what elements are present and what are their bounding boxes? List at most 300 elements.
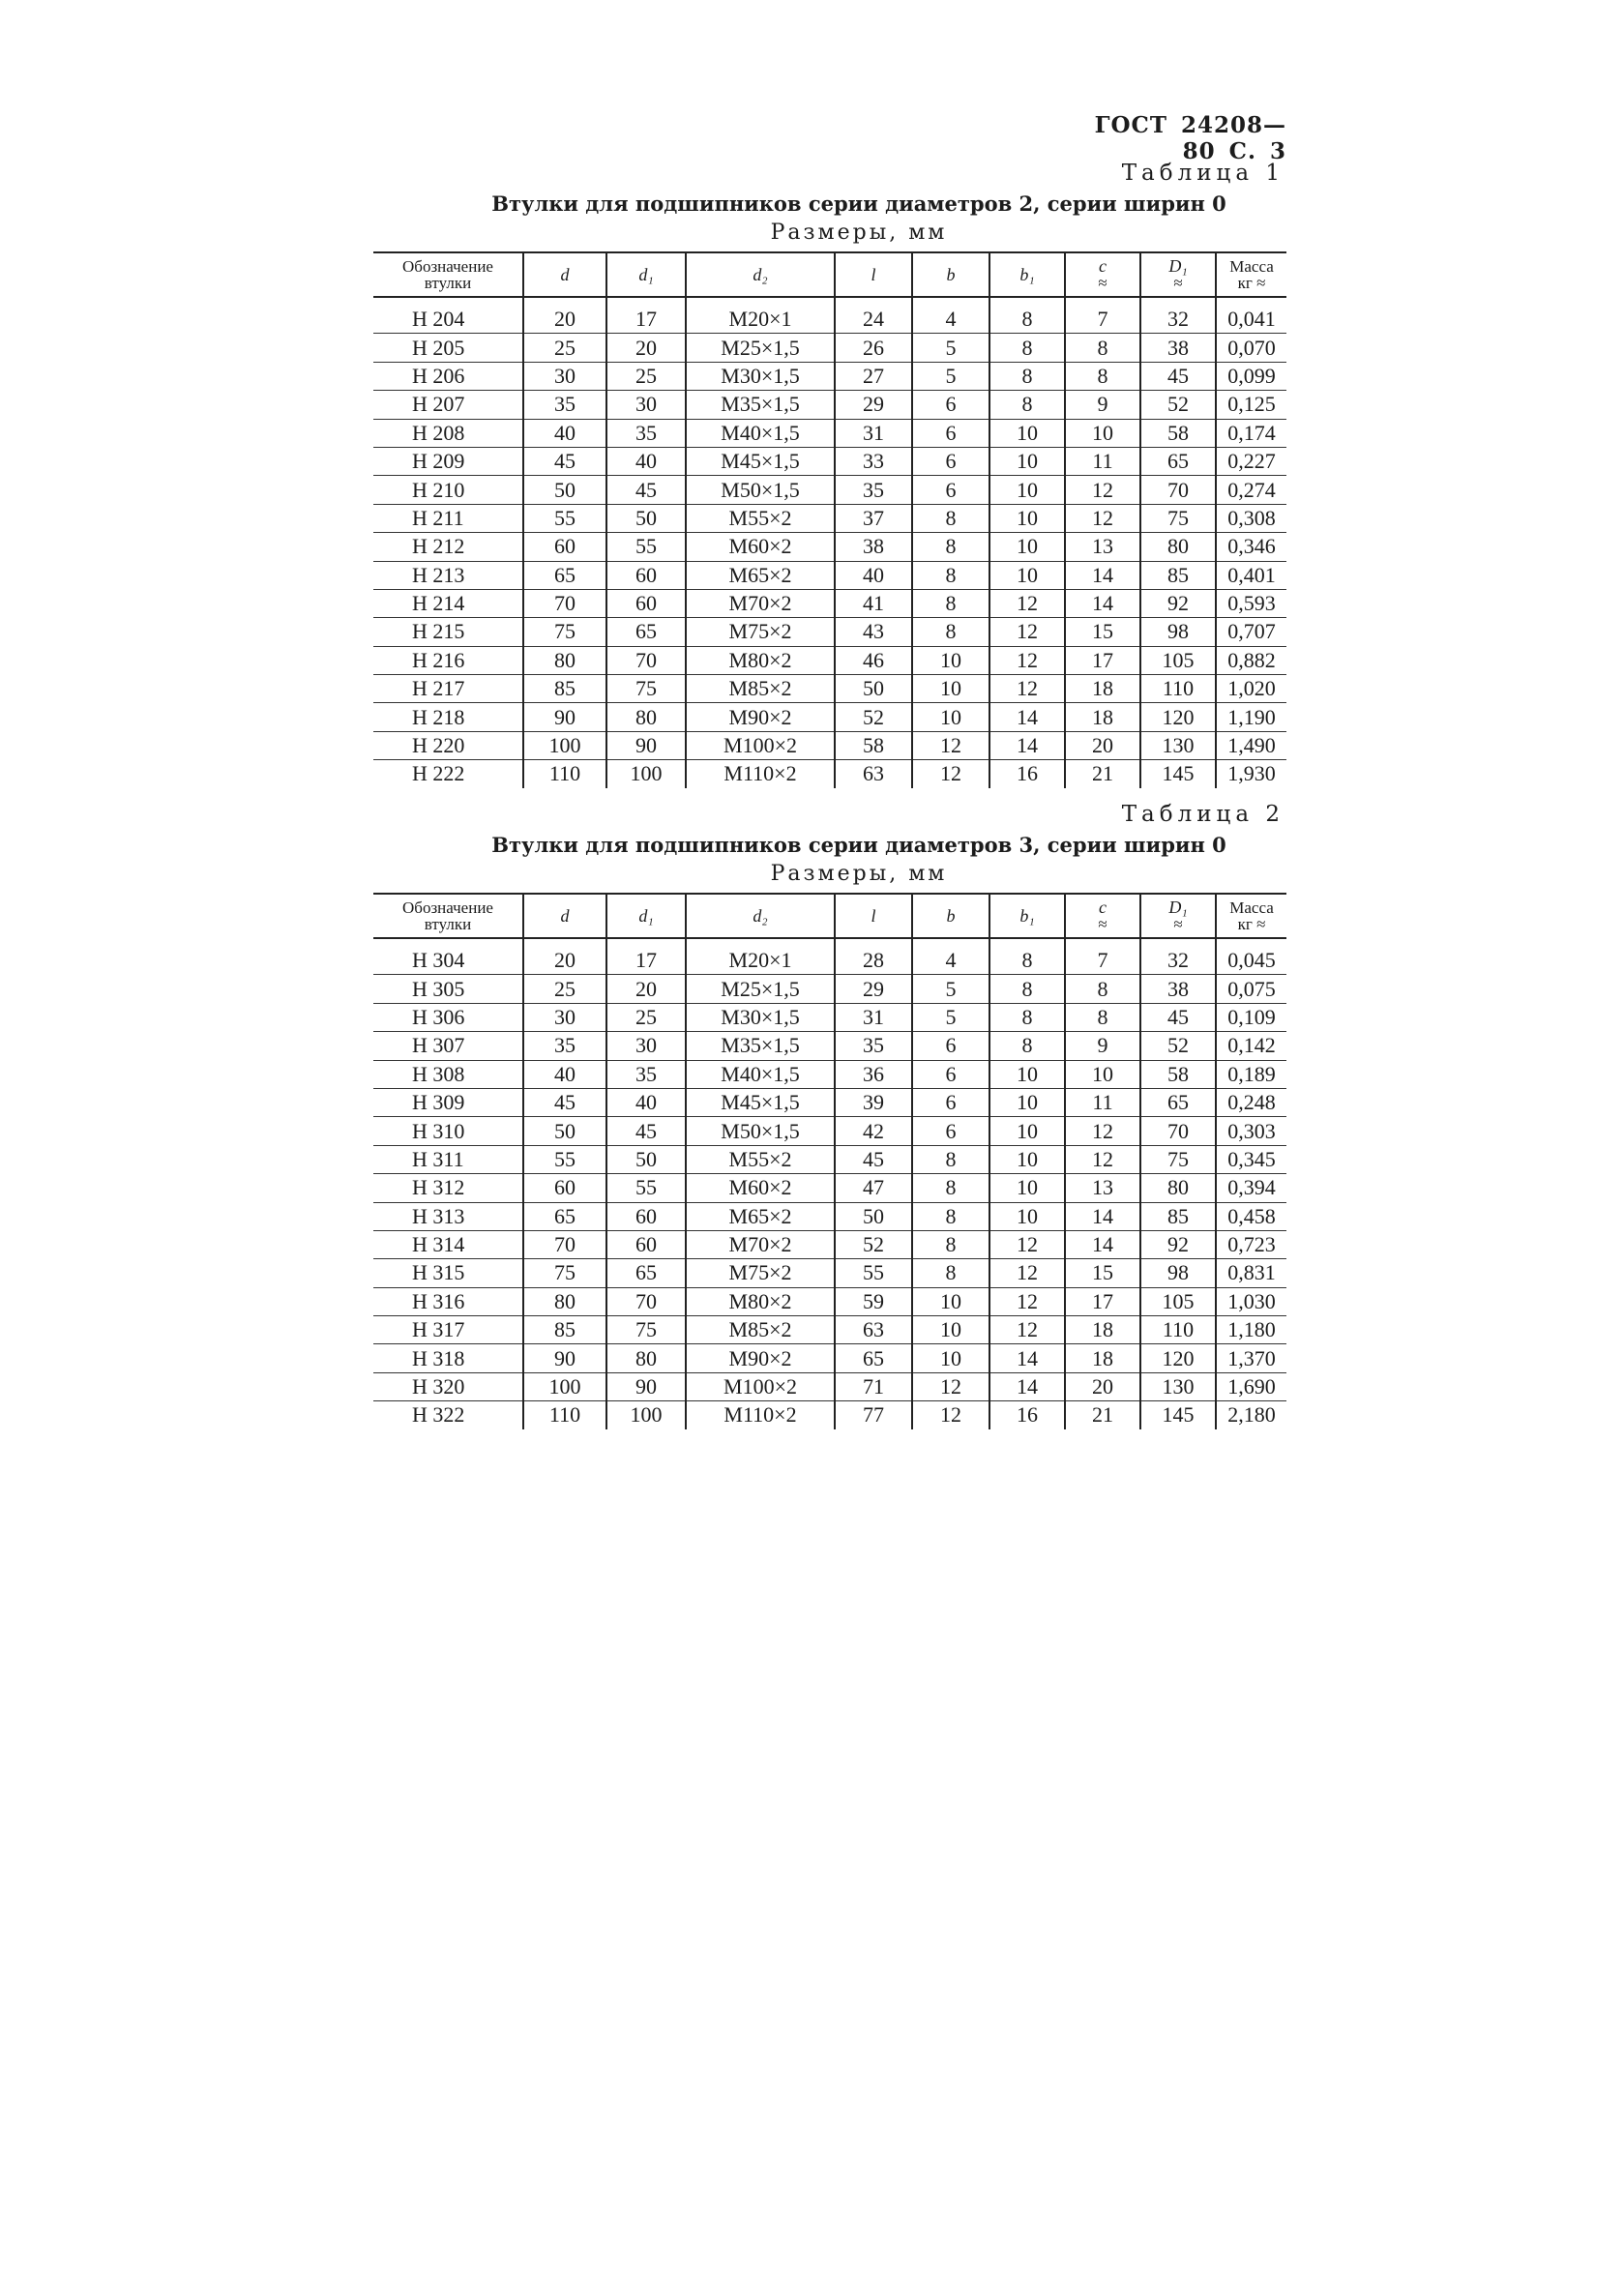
table-cell: 20 (523, 938, 606, 975)
table-cell: 8 (989, 1032, 1065, 1060)
standard-name: ГОСТ (1094, 112, 1167, 138)
column-header (1216, 894, 1286, 938)
table-row (373, 419, 1286, 447)
table-cell: 105 (1140, 1287, 1216, 1315)
table-cell: 71 (835, 1372, 912, 1400)
table-cell: 30 (606, 1032, 686, 1060)
table-cell: 1,690 (1216, 1372, 1286, 1400)
table-cell: 100 (606, 1401, 686, 1429)
table-cell: 52 (835, 703, 912, 731)
table-cell: M75×2 (686, 618, 835, 646)
sleeve-table-2 (373, 893, 1286, 1429)
table-row (373, 533, 1286, 561)
table-cell: 14 (989, 1344, 1065, 1372)
table-title: Втулки для подшипников серии диаметров 2, серии ширин 0 (491, 191, 1226, 216)
table-cell: 33 (835, 447, 912, 475)
designation-cell: Н 306 (373, 1003, 523, 1031)
table-cell: 25 (606, 1003, 686, 1031)
designation-cell: Н 314 (373, 1230, 523, 1258)
table-row (373, 618, 1286, 646)
table-cell: 14 (1065, 561, 1140, 589)
table-row (373, 1117, 1286, 1145)
designation-cell: Н 310 (373, 1117, 523, 1145)
designation-cell: Н 315 (373, 1259, 523, 1287)
table-cell: 6 (912, 1088, 989, 1116)
table-cell: 12 (912, 760, 989, 788)
table-cell: 10 (912, 646, 989, 674)
column-header (835, 894, 912, 938)
table-cell: M90×2 (686, 1344, 835, 1372)
table-cell: 14 (989, 731, 1065, 759)
table-row (373, 297, 1286, 334)
table-cell: 63 (835, 760, 912, 788)
table-cell: 14 (1065, 1230, 1140, 1258)
column-header-label: l (871, 905, 876, 926)
designation-cell: Н 322 (412, 1402, 465, 1428)
table-cell: 15 (1065, 618, 1140, 646)
page-number: 3 (1269, 138, 1286, 164)
column-header (989, 894, 1065, 938)
table-cell: 130 (1140, 731, 1216, 759)
table-cell: 80 (1140, 533, 1216, 561)
table-cell: M100×2 (686, 731, 835, 759)
column-header-label: D₁ (1168, 898, 1188, 917)
designation-cell: Н 309 (373, 1088, 523, 1116)
table-cell: 110 (523, 1401, 606, 1429)
table-cell: 63 (835, 1316, 912, 1344)
column-header-label: c (1099, 256, 1107, 276)
table-cell: 70 (523, 589, 606, 617)
column-header-sublabel: ≈ (1173, 274, 1183, 292)
table-cell: 6 (912, 447, 989, 475)
column-header-label: D₁ (1168, 256, 1188, 276)
table-cell: 17 (1065, 1287, 1140, 1315)
table-cell: 37 (835, 504, 912, 532)
table-cell: 0,099 (1216, 362, 1286, 390)
designation-cell: Н 311 (373, 1145, 523, 1173)
column-header-label: Обозначение (402, 898, 493, 917)
table-cell: M35×1,5 (686, 1032, 835, 1060)
table-cell: 13 (1065, 1174, 1140, 1202)
table-row (373, 1259, 1286, 1287)
table-label: Таблица 2 (1121, 802, 1284, 827)
table-cell: 13 (1065, 533, 1140, 561)
table-cell: M75×2 (686, 1259, 835, 1287)
table-cell: 30 (523, 362, 606, 390)
column-header-label: b (946, 905, 956, 926)
table-cell: 20 (606, 975, 686, 1003)
designation-cell: Н 304 (373, 938, 523, 975)
table-cell: 120 (1140, 703, 1216, 731)
column-header (835, 252, 912, 297)
table-cell: 50 (835, 1202, 912, 1230)
column-header (1216, 252, 1286, 297)
table-cell: 14 (1065, 589, 1140, 617)
table-cell: 4 (912, 938, 989, 975)
table-cell: 28 (835, 938, 912, 975)
table-cell: 12 (989, 1259, 1065, 1287)
designation-cell: Н 216 (373, 646, 523, 674)
table-cell: 25 (523, 975, 606, 1003)
column-header-sublabel: кг ≈ (1237, 274, 1266, 292)
table-cell: 0,345 (1216, 1145, 1286, 1173)
page-label: С. (1228, 138, 1256, 164)
table-cell: 55 (523, 504, 606, 532)
table-cell: 38 (1140, 334, 1216, 362)
table-row (373, 476, 1286, 504)
designation-cell: Н 222 (412, 761, 465, 786)
table-cell: 17 (606, 938, 686, 975)
table-cell: 10 (989, 419, 1065, 447)
table-cell: 6 (912, 419, 989, 447)
table-cell: 12 (912, 1401, 989, 1429)
table-cell: 12 (989, 1316, 1065, 1344)
table-cell: 24 (835, 297, 912, 334)
designation-cell: Н 317 (373, 1316, 523, 1344)
table-cell: 35 (606, 419, 686, 447)
table-cell: 145 (1140, 1401, 1216, 1429)
column-header (523, 894, 606, 938)
table-cell: 4 (912, 297, 989, 334)
table-row (373, 1003, 1286, 1031)
table-cell: 1,190 (1216, 703, 1286, 731)
table-cell: 8 (1065, 975, 1140, 1003)
table-cell: 7 (1065, 297, 1140, 334)
column-header-sublabel: втулки (424, 274, 472, 292)
table-cell: 32 (1140, 938, 1216, 975)
table-row (373, 391, 1286, 419)
table-cell: 70 (606, 1287, 686, 1315)
column-header (1140, 252, 1216, 297)
table-cell: 45 (523, 447, 606, 475)
column-header-label: d₁ (638, 905, 654, 926)
table-cell: M40×1,5 (686, 419, 835, 447)
table-cell: 0,593 (1216, 589, 1286, 617)
table-cell: 5 (912, 1003, 989, 1031)
table-cell: 8 (912, 589, 989, 617)
table-cell: 75 (523, 1259, 606, 1287)
table-cell: 80 (523, 646, 606, 674)
table-cell: 10 (989, 533, 1065, 561)
table-cell: 0,831 (1216, 1259, 1286, 1287)
table-cell: 45 (835, 1145, 912, 1173)
table-cell: M25×1,5 (686, 334, 835, 362)
table-cell: 12 (1065, 476, 1140, 504)
column-header (373, 252, 523, 297)
table-cell: 10 (989, 1174, 1065, 1202)
table-cell: 47 (835, 1174, 912, 1202)
table-cell: 110 (523, 760, 606, 788)
column-header-label: Масса (1229, 257, 1274, 276)
column-header (606, 894, 686, 938)
table-cell: 40 (523, 419, 606, 447)
table-cell: 14 (989, 703, 1065, 731)
table-cell: 11 (1065, 1088, 1140, 1116)
table-cell: M50×1,5 (686, 1117, 835, 1145)
table-cell: M30×1,5 (686, 1003, 835, 1031)
table-cell: 10 (912, 1316, 989, 1344)
table-cell: 12 (989, 618, 1065, 646)
table-cell: 8 (1065, 1003, 1140, 1031)
table-cell: 75 (606, 1316, 686, 1344)
table-cell: 55 (835, 1259, 912, 1287)
table-cell: 0,070 (1216, 334, 1286, 362)
table-cell: 77 (835, 1401, 912, 1429)
table-cell: 65 (1140, 1088, 1216, 1116)
table-cell: 0,346 (1216, 533, 1286, 561)
table-cell: 40 (523, 1060, 606, 1088)
column-header (686, 252, 835, 297)
table-cell: 1,490 (1216, 731, 1286, 759)
table-cell: M30×1,5 (686, 362, 835, 390)
designation-cell: Н 205 (373, 334, 523, 362)
table-cell: 39 (835, 1088, 912, 1116)
table-cell: 10 (1065, 1060, 1140, 1088)
table-cell: 17 (1065, 646, 1140, 674)
table-cell: 12 (989, 646, 1065, 674)
table-cell: 0,394 (1216, 1174, 1286, 1202)
table-cell: 12 (1065, 1145, 1140, 1173)
table-cell: M40×1,5 (686, 1060, 835, 1088)
table-label: Таблица 1 (1121, 161, 1284, 186)
table-cell: 43 (835, 618, 912, 646)
table-cell: 0,723 (1216, 1230, 1286, 1258)
designation-cell: Н 214 (373, 589, 523, 617)
table-cell: 18 (1065, 1316, 1140, 1344)
column-header (606, 252, 686, 297)
column-header (1065, 894, 1140, 938)
table-cell: 90 (606, 731, 686, 759)
table-cell: 12 (1065, 1117, 1140, 1145)
table-cell: 1,370 (1216, 1344, 1286, 1372)
designation-cell: Н 212 (373, 533, 523, 561)
table-cell: 46 (835, 646, 912, 674)
table-cell: 10 (989, 561, 1065, 589)
designation-cell: Н 215 (373, 618, 523, 646)
designation-cell: Н 213 (373, 561, 523, 589)
table-cell: M65×2 (686, 561, 835, 589)
table-cell: 6 (912, 1060, 989, 1088)
designation-cell: Н 218 (373, 703, 523, 731)
table-row (373, 504, 1286, 532)
table-cell: M110×2 (686, 760, 835, 788)
table-cell: 55 (523, 1145, 606, 1173)
table-cell: 10 (912, 1344, 989, 1372)
table-cell: 8 (989, 362, 1065, 390)
table-cell: 8 (1065, 362, 1140, 390)
table-cell: M110×2 (686, 1401, 835, 1429)
table-cell: 0,125 (1216, 391, 1286, 419)
table-cell: 0,458 (1216, 1202, 1286, 1230)
designation-cell: Н 308 (373, 1060, 523, 1088)
table-cell: 70 (1140, 476, 1216, 504)
table-cell: 35 (835, 476, 912, 504)
table-cell: 11 (1065, 447, 1140, 475)
designation-cell: Н 320 (373, 1372, 523, 1400)
table-cell: M20×1 (686, 938, 835, 975)
table-cell: 40 (606, 447, 686, 475)
table-cell: M50×1,5 (686, 476, 835, 504)
table-cell: 100 (523, 1372, 606, 1400)
table-cell: 105 (1140, 646, 1216, 674)
table-cell: 98 (1140, 1259, 1216, 1287)
table-row (373, 1088, 1286, 1116)
table-cell: 10 (989, 1060, 1065, 1088)
table-cell: 12 (989, 675, 1065, 703)
column-header (1065, 252, 1140, 297)
table-cell: 8 (912, 1230, 989, 1258)
page-header (996, 112, 1286, 164)
table-cell: 8 (912, 533, 989, 561)
table-cell: 26 (835, 334, 912, 362)
column-header (1140, 894, 1216, 938)
table-cell: 29 (835, 975, 912, 1003)
table-cell: 8 (912, 618, 989, 646)
table-cell: 8 (1065, 334, 1140, 362)
column-header-sublabel: ≈ (1098, 274, 1107, 292)
table-cell: 8 (912, 561, 989, 589)
table-cell: 59 (835, 1287, 912, 1315)
table-cell: 14 (989, 1372, 1065, 1400)
table-cell: 100 (523, 731, 606, 759)
table-cell: 1,180 (1216, 1316, 1286, 1344)
table-cell: 55 (606, 1174, 686, 1202)
table-row (373, 675, 1286, 703)
table-row (373, 760, 1286, 788)
table-cell: 14 (1065, 1202, 1140, 1230)
table-cell: 65 (606, 618, 686, 646)
table-cell: 80 (523, 1287, 606, 1315)
table-2-block (373, 802, 1286, 1429)
table-row (373, 1145, 1286, 1173)
column-header-label: Обозначение (402, 257, 493, 276)
table-cell: 8 (989, 297, 1065, 334)
table-cell: 80 (606, 1344, 686, 1372)
table-cell: 9 (1065, 1032, 1140, 1060)
column-header-label: d (560, 264, 570, 284)
table-cell: 8 (912, 1145, 989, 1173)
table-cell: 8 (912, 1259, 989, 1287)
table-cell: M55×2 (686, 504, 835, 532)
table-row (373, 1316, 1286, 1344)
table-cell: 8 (989, 975, 1065, 1003)
table-cell: 20 (1065, 1372, 1140, 1400)
table-cell: 60 (606, 1230, 686, 1258)
column-header-label: Масса (1229, 898, 1274, 917)
table-cell: 38 (1140, 975, 1216, 1003)
table-cell: M70×2 (686, 1230, 835, 1258)
table-cell: 10 (912, 675, 989, 703)
table-cell: 0,274 (1216, 476, 1286, 504)
table-cell: 8 (989, 391, 1065, 419)
table-cell: 12 (912, 1372, 989, 1400)
table-cell: 8 (912, 1174, 989, 1202)
table-cell: 10 (989, 1117, 1065, 1145)
table-cell: 0,401 (1216, 561, 1286, 589)
table-cell: M55×2 (686, 1145, 835, 1173)
table-cell: 20 (606, 334, 686, 362)
table-units: Размеры, мм (770, 862, 948, 886)
table-cell: 8 (989, 334, 1065, 362)
table-cell: 30 (523, 1003, 606, 1031)
table-cell: 0,308 (1216, 504, 1286, 532)
table-cell: 10 (912, 703, 989, 731)
table-row (373, 975, 1286, 1003)
standard-number: 24208—80 (1180, 112, 1286, 164)
table-row (373, 1401, 1286, 1429)
table-cell: 55 (606, 533, 686, 561)
table-row (373, 1032, 1286, 1060)
table-row (373, 589, 1286, 617)
table-cell: 92 (1140, 1230, 1216, 1258)
table-cell: 2,180 (1216, 1401, 1286, 1429)
table-cell: 65 (1140, 447, 1216, 475)
table-cell: 75 (1140, 1145, 1216, 1173)
table-cell: M20×1 (686, 297, 835, 334)
table-row (373, 1372, 1286, 1400)
column-header-sublabel: кг ≈ (1237, 915, 1266, 933)
table-cell: 110 (1140, 675, 1216, 703)
column-header (912, 252, 989, 297)
table-cell: 65 (523, 1202, 606, 1230)
table-cell: 0,189 (1216, 1060, 1286, 1088)
table-cell: M80×2 (686, 1287, 835, 1315)
table-cell: 20 (523, 297, 606, 334)
table-cell: 45 (1140, 1003, 1216, 1031)
table-row (373, 1202, 1286, 1230)
table-cell: 0,882 (1216, 646, 1286, 674)
table-cell: 18 (1065, 675, 1140, 703)
table-cell: 90 (523, 703, 606, 731)
table-cell: 1,020 (1216, 675, 1286, 703)
table-title: Втулки для подшипников серии диаметров 3, серии ширин 0 (491, 833, 1226, 857)
designation-cell: Н 206 (373, 362, 523, 390)
table-row (373, 1060, 1286, 1088)
designation-cell: Н 217 (373, 675, 523, 703)
designation-cell: Н 210 (373, 476, 523, 504)
table-row (373, 362, 1286, 390)
table-cell: 0,227 (1216, 447, 1286, 475)
table-cell: 30 (606, 391, 686, 419)
table-cell: 38 (835, 533, 912, 561)
table-cell: 70 (1140, 1117, 1216, 1145)
table-cell: 21 (1065, 760, 1140, 788)
column-header-sublabel: втулки (424, 915, 472, 933)
table-cell: M80×2 (686, 646, 835, 674)
column-header-sublabel: ≈ (1173, 915, 1183, 933)
table-cell: 35 (606, 1060, 686, 1088)
table-row (373, 1287, 1286, 1315)
table-cell: 75 (523, 618, 606, 646)
table-cell: 65 (606, 1259, 686, 1287)
designation-cell: Н 220 (373, 731, 523, 759)
table-cell: 45 (606, 476, 686, 504)
table-cell: 32 (1140, 297, 1216, 334)
table-cell: 10 (989, 1202, 1065, 1230)
designation-cell: Н 305 (373, 975, 523, 1003)
table-cell: 36 (835, 1060, 912, 1088)
table-cell: 0,041 (1216, 297, 1286, 334)
table-cell: 41 (835, 589, 912, 617)
table-row (373, 938, 1286, 975)
designation-cell: Н 312 (373, 1174, 523, 1202)
table-cell: 75 (1140, 504, 1216, 532)
table-cell: 5 (912, 362, 989, 390)
table-cell: M65×2 (686, 1202, 835, 1230)
table-cell: 58 (1140, 419, 1216, 447)
table-cell: 1,030 (1216, 1287, 1286, 1315)
table-cell: 31 (835, 419, 912, 447)
